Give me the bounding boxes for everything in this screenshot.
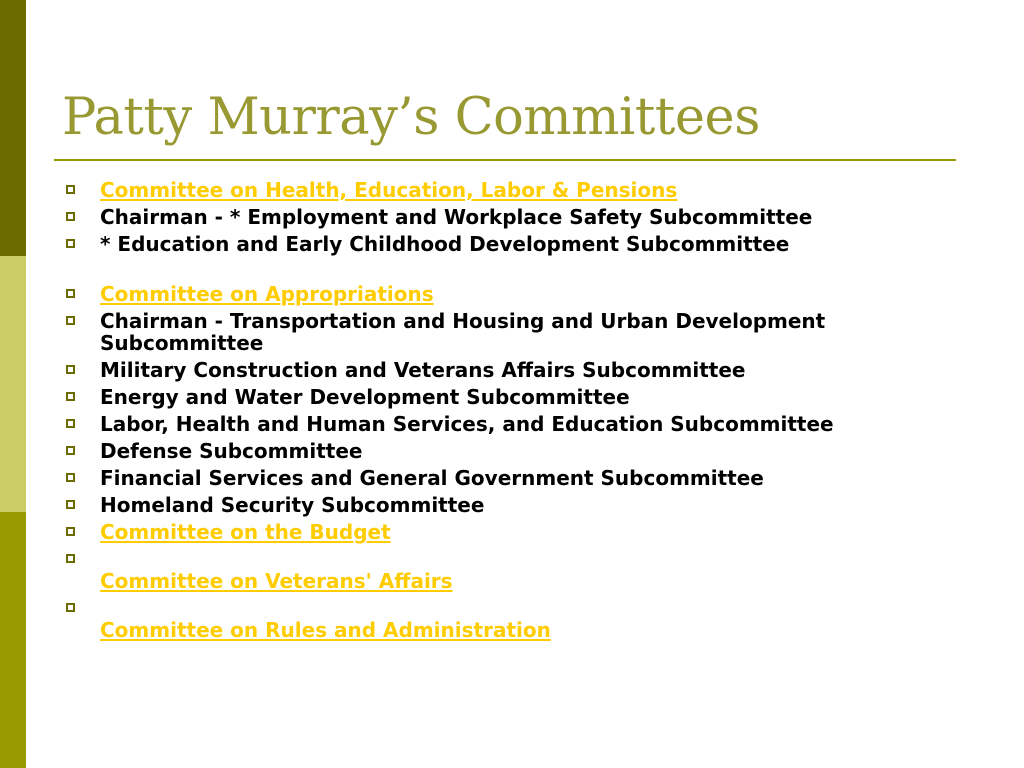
title-divider — [54, 159, 956, 161]
item-text: Energy and Water Development Subcommittee — [100, 385, 630, 409]
subcommittee-item — [66, 413, 966, 435]
square-bullet-icon — [66, 365, 75, 374]
committee-link[interactable]: Committee on Rules and Administration — [100, 618, 551, 642]
square-bullet-icon — [66, 554, 75, 563]
subcommittee-item — [66, 494, 966, 516]
slide-title: Patty Murray’s Committees — [62, 88, 760, 147]
subcommittee-item — [66, 206, 966, 228]
committee-link-item — [66, 283, 966, 305]
subcommittee-item — [66, 440, 966, 462]
committee-link-item — [66, 179, 966, 201]
item-text: Chairman - Transportation and Housing and Urban Development Subcommittee — [100, 309, 826, 355]
committee-list — [66, 179, 966, 646]
square-bullet-icon — [66, 239, 75, 248]
item-text: Homeland Security Subcommittee — [100, 493, 485, 517]
square-bullet-icon — [66, 527, 75, 536]
committee-link-item — [66, 597, 966, 641]
sidebar-band-middle — [0, 256, 26, 512]
square-bullet-icon — [66, 392, 75, 401]
square-bullet-icon — [66, 446, 75, 455]
square-bullet-icon — [66, 212, 75, 221]
committee-link[interactable]: Committee on Appropriations — [100, 282, 434, 306]
item-text: Defense Subcommittee — [100, 439, 363, 463]
square-bullet-icon — [66, 419, 75, 428]
subcommittee-item — [66, 233, 966, 255]
committee-link[interactable]: Committee on Veterans' Affairs — [100, 569, 453, 593]
committee-link-item — [66, 521, 966, 543]
square-bullet-icon — [66, 289, 75, 298]
square-bullet-icon — [66, 316, 75, 325]
item-text: * Education and Early Childhood Development Subcommittee — [100, 232, 790, 256]
subcommittee-item — [66, 359, 966, 381]
item-text: Military Construction and Veterans Affairs Subcommittee — [100, 358, 746, 382]
sidebar-band-top — [0, 0, 26, 256]
sidebar-band-bottom — [0, 512, 26, 768]
item-text: Chairman - * Employment and Workplace Safety Subcommittee — [100, 205, 813, 229]
blank-line — [100, 597, 966, 619]
item-text: Financial Services and General Government Subcommittee — [100, 466, 764, 490]
subcommittee-item — [66, 310, 966, 354]
committee-link[interactable]: Committee on the Budget — [100, 520, 391, 544]
subcommittee-item — [66, 386, 966, 408]
square-bullet-icon — [66, 473, 75, 482]
square-bullet-icon — [66, 500, 75, 509]
item-text: Labor, Health and Human Services, and Education Subcommittee — [100, 412, 834, 436]
subcommittee-item — [66, 467, 966, 489]
committee-link-item — [66, 548, 966, 592]
committee-link[interactable]: Committee on Health, Education, Labor & Pensions — [100, 178, 678, 202]
square-bullet-icon — [66, 603, 75, 612]
square-bullet-icon — [66, 185, 75, 194]
blank-line — [100, 548, 966, 570]
